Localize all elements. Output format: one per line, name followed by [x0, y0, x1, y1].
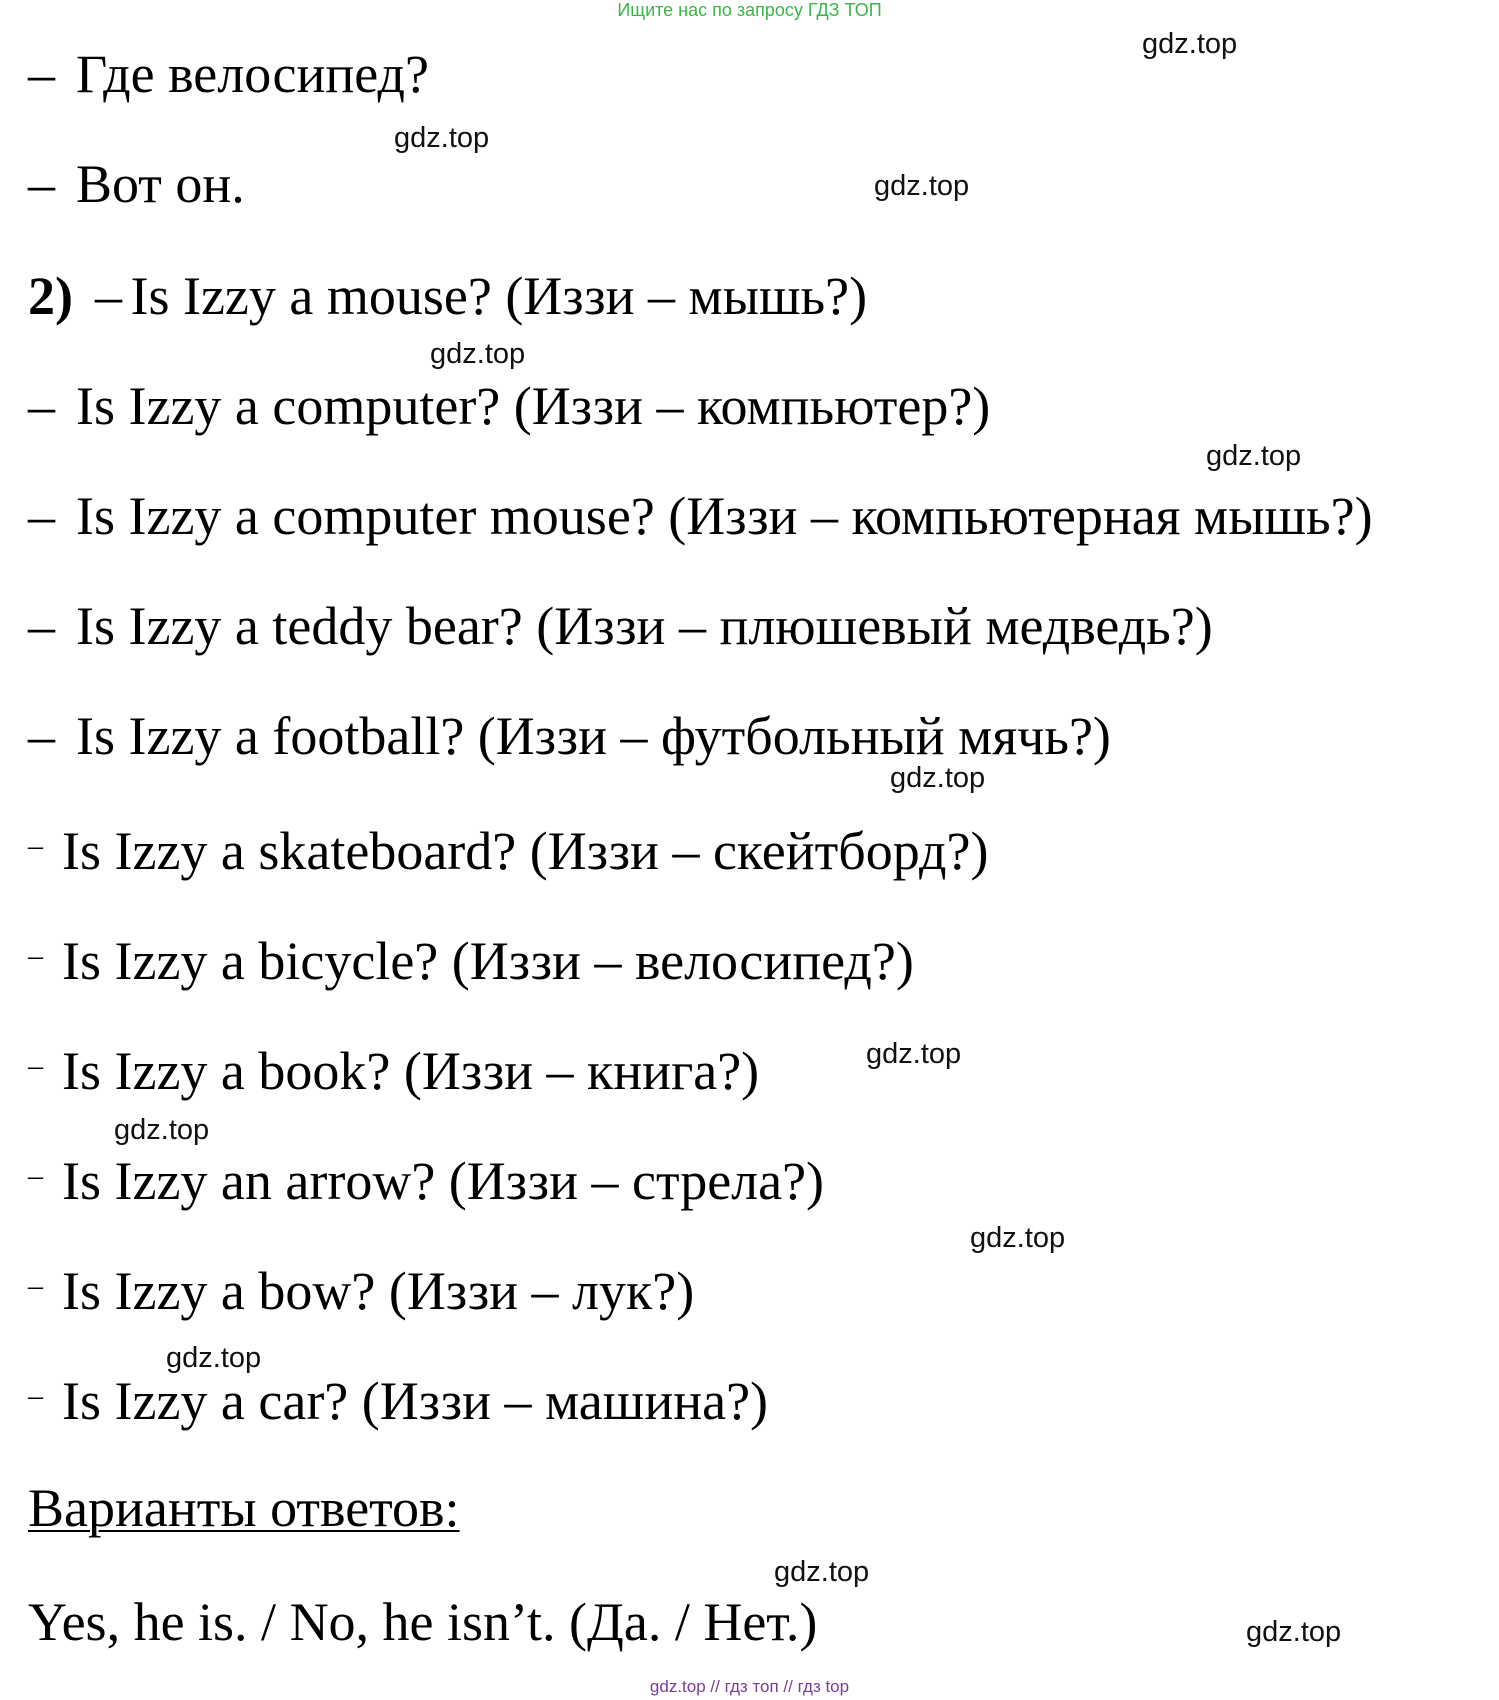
dash: – — [94, 266, 122, 326]
watermark: gdz.top — [166, 1342, 262, 1374]
watermark: gdz.top — [774, 1556, 870, 1588]
dialogue-line — [28, 1366, 768, 1431]
watermark: gdz.top — [866, 1038, 962, 1070]
answers-heading: Варианты ответов: — [28, 1478, 460, 1538]
line-text: Is Izzy a computer mouse? (Иззи – компьютерная мышь?) — [76, 486, 1373, 546]
dash: – — [28, 486, 55, 546]
dash: – — [28, 706, 55, 766]
line-text: Is Izzy a book? (Иззи – книга?) — [62, 1041, 760, 1101]
watermark: gdz.top — [874, 170, 970, 202]
answers-text: Yes, he is. / No, he isn’t. (Да. / Нет.) — [28, 1592, 818, 1652]
dash: – — [28, 596, 55, 656]
watermark: gdz.top — [970, 1222, 1066, 1254]
dialogue-line — [28, 376, 990, 436]
dash: – — [28, 44, 55, 104]
dash: – — [28, 939, 43, 972]
watermark: gdz.top — [1206, 440, 1302, 472]
dialogue-line — [28, 1146, 824, 1211]
line-text: Вот он. — [76, 154, 245, 214]
line-text: Is Izzy a bow? (Иззи – лук?) — [62, 1261, 695, 1321]
dialogue-line — [28, 266, 867, 326]
header-note: Ищите нас по запросу ГДЗ ТОП — [617, 0, 882, 20]
line-text: Is Izzy a car? (Иззи – машина?) — [62, 1371, 769, 1431]
dialogue-line — [28, 816, 988, 881]
line-text: Is Izzy an arrow? (Иззи – стрела?) — [62, 1151, 825, 1211]
dash: – — [28, 376, 55, 436]
dash: – — [28, 829, 43, 862]
item-number: 2) — [28, 266, 73, 326]
dialogue-line — [28, 44, 429, 104]
dialogue-line — [28, 1036, 759, 1101]
watermark: gdz.top — [430, 338, 526, 370]
dialogue-line — [28, 1256, 694, 1321]
line-text: Где велосипед? — [76, 44, 430, 104]
line-text: Is Izzy a computer? (Иззи – компьютер?) — [76, 376, 991, 436]
line-text: Is Izzy a football? (Иззи – футбольный мячь?) — [76, 706, 1111, 766]
dialogue-line — [28, 596, 1213, 656]
dash: – — [28, 1049, 43, 1082]
dash: – — [28, 154, 55, 214]
dash: – — [28, 1379, 43, 1412]
dialogue-line — [28, 486, 1373, 546]
watermark: gdz.top — [114, 1114, 210, 1146]
footer-note: gdz.top // гдз топ // гдз top — [649, 1677, 850, 1696]
line-text: Is Izzy a skateboard? (Иззи – скейтборд?) — [62, 821, 989, 881]
watermark: gdz.top — [1142, 28, 1238, 60]
line-text: Is Izzy a bicycle? (Иззи – велосипед?) — [62, 931, 914, 991]
watermark: gdz.top — [1246, 1616, 1342, 1648]
watermark: gdz.top — [394, 122, 490, 154]
dialogue-line — [28, 706, 1111, 766]
dash: – — [28, 1159, 43, 1192]
dash: – — [28, 1269, 43, 1302]
dialogue-line — [28, 154, 245, 214]
line-text: Is Izzy a teddy bear? (Иззи – плюшевый медведь?) — [76, 596, 1213, 656]
line-text: Is Izzy a mouse? (Иззи – мышь?) — [130, 266, 868, 326]
watermark: gdz.top — [890, 762, 986, 794]
dialogue-line — [28, 926, 914, 991]
